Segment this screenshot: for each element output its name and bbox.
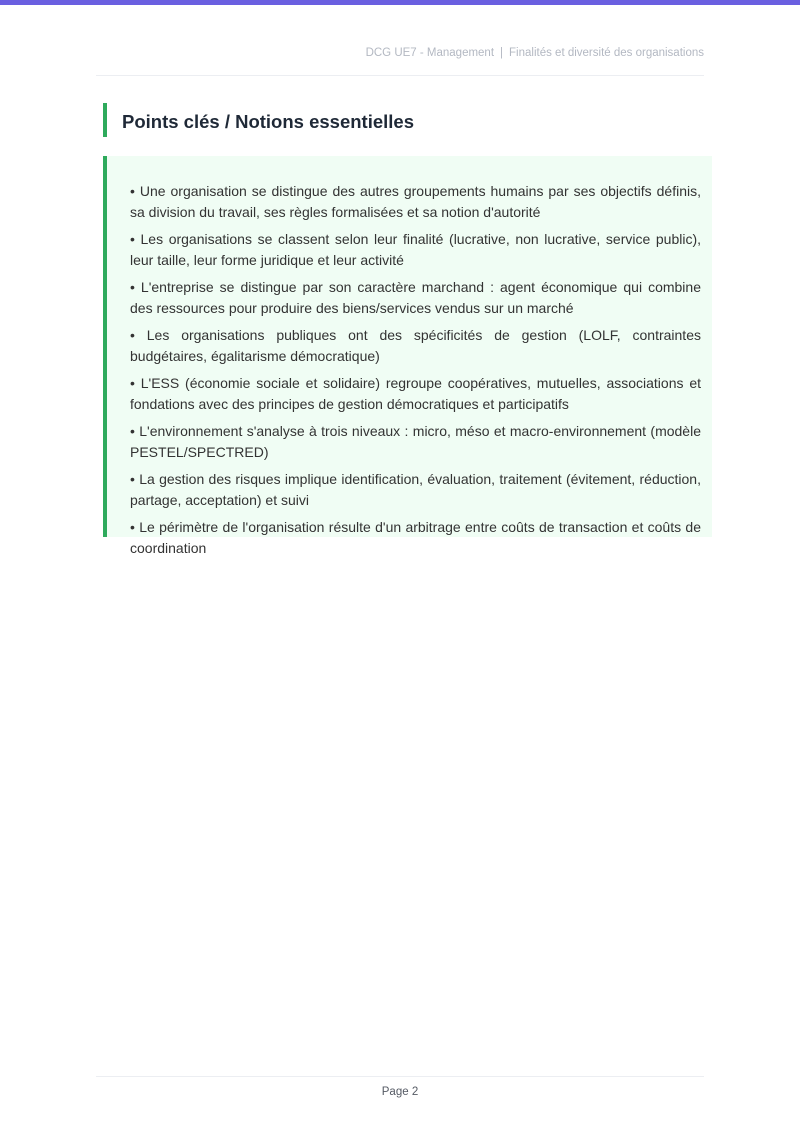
- header-chapter: Finalités et diversité des organisations: [509, 47, 704, 59]
- key-point-item: • Les organisations publiques ont des spécificités de gestion (LOLF, contraintes budgétaires, égalitarisme démocratique): [130, 327, 701, 364]
- key-points-list: [130, 181, 701, 565]
- footer-divider: [96, 1076, 704, 1077]
- key-point-item: • Les organisations se classent selon leur finalité (lucrative, non lucrative, service public), leur taille, leur forme juridique et leur activité: [130, 231, 701, 268]
- section-title: Points clés / Notions essentielles: [103, 103, 503, 137]
- header-divider: [96, 75, 704, 76]
- header-separator: |: [500, 47, 504, 59]
- top-accent-bar: [0, 0, 800, 5]
- page-number: Page 2: [381, 1086, 419, 1098]
- page-header: [96, 47, 704, 59]
- header-course: DCG UE7 - Management: [365, 47, 495, 59]
- key-point-item: • L'environnement s'analyse à trois niveaux : micro, méso et macro-environnement (modèle PESTEL/SPECTRED): [130, 423, 701, 460]
- key-point-item: • Le périmètre de l'organisation résulte d'un arbitrage entre coûts de transaction et coûts de coordination: [130, 519, 701, 556]
- key-point-item: • L'ESS (économie sociale et solidaire) regroupe coopératives, mutuelles, associations et fondations avec des principes de gestion démocratiques et participatifs: [130, 375, 701, 412]
- key-point-item: • Une organisation se distingue des autres groupements humains par ses objectifs définis, sa division du travail, ses règles formalisées et sa notion d'autorité: [130, 183, 701, 220]
- key-point-item: • La gestion des risques implique identification, évaluation, traitement (évitement, réduction, partage, acceptation) et suivi: [130, 471, 701, 508]
- key-point-item: • L'entreprise se distingue par son caractère marchand : agent économique qui combine des ressources pour produire des biens/services vendus sur un marché: [130, 279, 701, 316]
